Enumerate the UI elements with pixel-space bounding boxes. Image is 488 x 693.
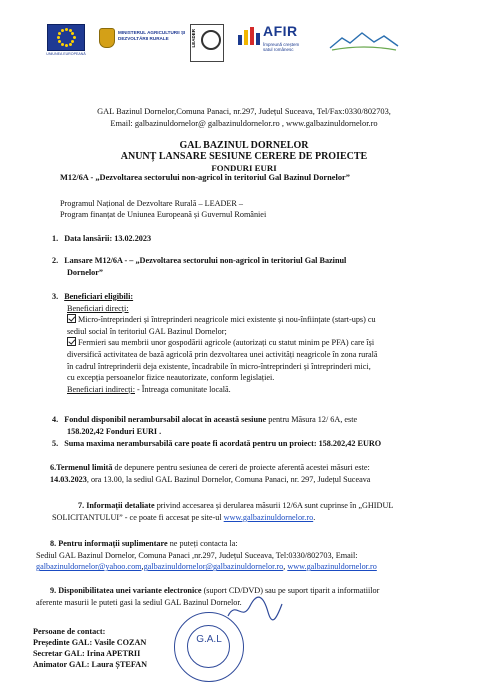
eu-star-icon [57, 36, 60, 39]
eu-star-icon [65, 28, 68, 31]
deadline-date: 14.03.2023 [50, 474, 87, 484]
item-8 [36, 538, 464, 573]
mountains-logo-icon [328, 30, 400, 52]
contact-address: Sediul GAL Bazinul Dornelor, Comuna Panaci ,nr.297, Județul Suceava, Tel:0330/802703, Email: [36, 550, 358, 560]
max-grant-text: Suma maxima nerambursabilă care poate fi acordată pentru un proiect: 158.202,42 EURO [64, 439, 382, 448]
item-3 [52, 291, 472, 395]
eu-star-icon [61, 43, 64, 46]
funds-title: FONDURI EURI [211, 163, 277, 173]
electronic-version-label: Disponibilitatea unei variante electronice [58, 586, 202, 595]
checkbox-icon [67, 337, 76, 346]
launch-date: Data lansării: 13.02.2023 [64, 234, 152, 243]
item-2 [52, 255, 452, 278]
ministry-line-1: MINISTERUL AGRICULTURII ȘI [118, 30, 186, 35]
gal-email-link[interactable]: galbazinuldornelor@galbazinuldornelor.ro [143, 562, 284, 572]
contact-persons [33, 626, 147, 670]
info-text: privind accesarea și derularea măsurii 12/6A sunt cuprinse în „GHIDUL [154, 501, 394, 510]
program-line-1: Programul Național de Dezvoltare Rurală – LEADER – [60, 199, 244, 208]
deadline-location: , ora 13.00, la sediul GAL Bazinul Dornelor, Comuna Panaci, nr. 297, Județul Suceava [86, 474, 371, 484]
eu-star-icon [73, 36, 76, 39]
website-link[interactable]: www.galbazinuldornelor.ro [223, 512, 314, 522]
signature-icon [224, 594, 284, 624]
indirect-beneficiaries-text: - Întreaga comunitate locală. [134, 384, 231, 394]
separator: , [283, 562, 288, 572]
yahoo-email-link[interactable]: galbazinuldornelor@yahoo.com [36, 562, 142, 572]
beneficiary-1-text: Micro-întreprinderi și întreprinderi neagricole mici existente și nou-înființate (start-ups) cu [78, 315, 376, 325]
deadline-label: Termenul limită [56, 463, 113, 472]
eu-star-icon [58, 40, 61, 43]
info-label: Informații detaliate [86, 501, 155, 510]
beneficiary-2 [52, 337, 472, 349]
item-4 [52, 414, 472, 437]
item-number: 5. [52, 439, 59, 448]
direct-beneficiaries-label: Beneficiari direcți: [67, 303, 129, 313]
contact-info-text: ne puteți contacta la: [167, 539, 238, 548]
indirect-beneficiaries [52, 384, 472, 396]
contact-president: Președinte GAL: Vasile COZAN [33, 638, 147, 647]
address-line-2 [0, 118, 488, 130]
beneficiary-2-text-cont: diversifică activitatea de bază agricolă prin dezvoltarea unei activități neagricole în zona rurală [67, 349, 378, 359]
item-7 [52, 500, 472, 523]
item-1 [52, 233, 151, 245]
checkbox-icon [67, 314, 76, 323]
contacts-heading: Persoane de contact: [33, 627, 106, 636]
leader-logo [190, 24, 224, 62]
item-number: 3. [52, 292, 59, 301]
beneficiary-1 [52, 314, 472, 326]
eu-star-icon [58, 32, 61, 35]
item-number: 9. [50, 586, 57, 595]
eu-caption: UNIUNEA EUROPEANĂ [46, 52, 86, 56]
contact-secretary: Secretar GAL: Irina APETRII [33, 649, 141, 658]
announcement-title: ANUNȚ LANSARE SESIUNE CERERE DE PROIECTE [120, 151, 368, 162]
separator: , [141, 562, 144, 572]
header-address [0, 106, 488, 129]
leader-emblem-icon [201, 30, 221, 50]
ministry-line-2: DEZVOLTĂRII RURALE [118, 36, 169, 41]
eu-star-icon [71, 40, 74, 43]
program-line-2: Program finanțat de Uniunea Europeană și Guvernul României [60, 210, 267, 219]
afir-logo-text: AFIR [263, 23, 298, 39]
electronic-version-text: (suport CD/DVD) sau pe suport tiparit a informatiilor [201, 586, 380, 595]
website-text: www.galbazinuldornelor.ro [286, 118, 378, 128]
item-number: 7. [78, 501, 85, 510]
address-line-1: GAL Bazinul Dornelor,Comuna Panaci, nr.297, Județul Suceava, Tel/Fax:0330/802703, [97, 107, 391, 116]
stamp-inner-ring [187, 625, 230, 668]
item-number: 4. [52, 415, 59, 424]
item-number: 6. [50, 463, 57, 472]
afir-tagline-line-1: Împreună creștem [263, 42, 300, 47]
item-6 [50, 462, 470, 485]
stamp-text: G.A.L [196, 634, 222, 645]
beneficiary-2-text-cont: cu excepția persoanelor fizice neautorizate, conform legislației. [67, 373, 275, 383]
contact-info-label: Pentru informații suplimentare [58, 539, 168, 548]
eu-star-icon [71, 32, 74, 35]
deadline-text: de depunere pentru sesiunea de cereri de proiecte aferentă acestei măsuri este: [112, 463, 370, 472]
beneficiary-2-text: Fermieri sau membrii unor gospodării agricole (autorizați cu statut minim pe PFA) care își [78, 338, 375, 348]
item-number: 8. [50, 539, 57, 548]
afir-tagline-line-2: satul românesc [263, 47, 294, 52]
item-5 [52, 438, 381, 450]
info-text-cont: SOLICITANTULUI” - ce poate fi accesat pe site-ul [52, 512, 224, 522]
afir-emblem-icon [238, 27, 260, 45]
org-title: GAL BAZINUL DORNELOR [179, 140, 309, 151]
available-fund-text: pentru Măsura 12/ 6A, este [266, 415, 358, 424]
item-number: 2. [52, 256, 59, 265]
eu-star-icon [61, 29, 64, 32]
afir-tagline [263, 42, 299, 52]
item-2-text: Lansare M12/6A - – „Dezvoltarea sectorului non-agricol în teritoriul Gal Bazinul [64, 256, 347, 265]
eu-flag-logo [47, 24, 85, 51]
email-text: Email: galbazinuldornelor@ galbazinuldornelor.ro , [110, 118, 287, 128]
info-end: . [313, 512, 316, 522]
available-fund-amount: 158.202,42 Fonduri EURI . [67, 426, 162, 436]
ministry-logo-text [118, 30, 185, 42]
eu-star-icon [65, 44, 68, 47]
website-link[interactable]: www.galbazinuldornelor.ro [287, 562, 377, 572]
available-fund-label: Fondul disponibil nerambursabil alocat în această sesiune [64, 415, 267, 424]
romania-coat-of-arms-icon [99, 28, 115, 48]
logo-bar [0, 0, 488, 80]
beneficiary-1-text-cont: sediul social în teritoriul GAL Bazinul Dornelor; [67, 326, 227, 336]
contact-animator: Animator GAL: Laura ȘTEFAN [33, 660, 148, 669]
item-2-text-cont: Dornelor” [67, 267, 103, 277]
eu-star-icon [69, 43, 72, 46]
program-block [60, 198, 460, 220]
item-number: 1. [52, 234, 59, 243]
indirect-beneficiaries-label: Beneficiari indirecți: [67, 384, 135, 394]
eligible-beneficiaries-title: Beneficiari eligibili: [64, 292, 134, 301]
measure-title: M12/6A - „Dezvoltarea sectorului non-agricol în teritoriul Gal Bazinul Dornelor” [60, 173, 350, 182]
electronic-version-text-cont: aferente masurii le puteti gasi la sediul GAL Bazinul Dornelor. [36, 597, 242, 607]
beneficiary-2-text-cont: în cadrul întreprinderii deja existente, încadrabile în micro-întreprinderi și întreprinderi mici, [67, 361, 371, 371]
leader-logo-text: LEADER [191, 29, 196, 48]
